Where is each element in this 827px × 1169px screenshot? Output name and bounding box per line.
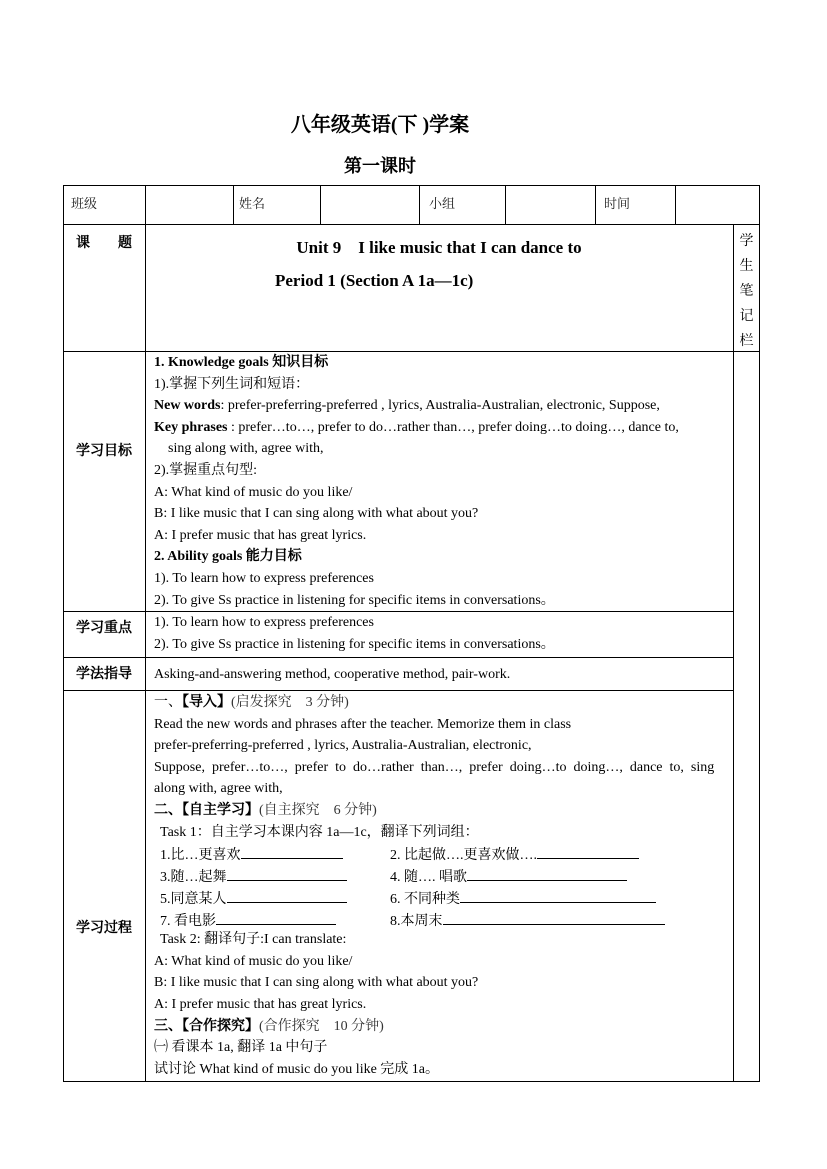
practice-sentence: B: I like music that I can sing along with what about you? bbox=[154, 975, 479, 991]
focus-label: 学习重点 bbox=[76, 621, 132, 636]
method-label: 学法指导 bbox=[76, 667, 132, 682]
notes-column-label bbox=[734, 229, 759, 354]
exercise-prompt: 1.比…更喜欢 bbox=[160, 848, 241, 864]
ability-goals-heading: 2. Ability goals 能力目标 bbox=[154, 549, 302, 565]
key-phrases-cont: sing along with, agree with, bbox=[168, 441, 324, 457]
key-phrases-label: Key phrases bbox=[154, 419, 228, 435]
section-1-line: prefer-preferring-preferred , lyrics, Australia-Australian, electronic, bbox=[154, 738, 532, 754]
answer-blank[interactable] bbox=[537, 844, 639, 859]
exercise-prompt: 4. 随…. 唱歌 bbox=[390, 870, 467, 886]
section-2-note: (自主探究 6 分钟) bbox=[259, 802, 377, 818]
section-1-heading bbox=[154, 692, 726, 714]
class-label: 班级 bbox=[71, 196, 98, 211]
exercise-item bbox=[160, 888, 347, 911]
exercise-prompt: 3.随…起舞 bbox=[160, 870, 227, 886]
knowledge-goals-heading: 1. Knowledge goals 知识目标 bbox=[154, 355, 329, 370]
sentence-intro: 2).掌握重点句型: bbox=[154, 462, 258, 478]
unit-title: Unit 9 I like music that I can dance to bbox=[296, 238, 582, 257]
answer-blank[interactable] bbox=[443, 910, 665, 925]
exercise-item bbox=[390, 888, 656, 911]
exercise-prompt: 7. 看电影 bbox=[160, 914, 216, 930]
section-3-title: 三、【合作探究】 bbox=[154, 1018, 259, 1034]
group-label: 小组 bbox=[429, 196, 456, 211]
section-1-line: Read the new words and phrases after the teacher. Memorize them in class bbox=[154, 716, 572, 732]
answer-blank[interactable] bbox=[241, 844, 343, 859]
table-rule bbox=[63, 224, 760, 225]
new-words-line bbox=[154, 395, 729, 417]
process-content bbox=[154, 692, 726, 1080]
answer-blank[interactable] bbox=[467, 866, 627, 881]
section-3-line: ㈠ 看课本 1a, 翻译 1a 中句子 bbox=[154, 1040, 328, 1056]
answer-blank[interactable] bbox=[227, 866, 347, 881]
key-sentence: B: I like music that I can sing along with what about you? bbox=[154, 506, 479, 522]
table-rule bbox=[505, 185, 506, 224]
answer-blank[interactable] bbox=[216, 910, 336, 925]
exercise-prompt: 5.同意某人 bbox=[160, 892, 227, 908]
key-phrases: : prefer…to…, prefer to do…rather than…, prefer doing…to doing…, dance to, bbox=[227, 419, 679, 435]
section-1-line: Suppose, prefer…to…, prefer to do…rather than…, prefer doing…to doing…, dance to, sing bbox=[154, 759, 715, 775]
table-border bbox=[759, 185, 760, 1082]
answer-blank[interactable] bbox=[460, 888, 656, 903]
focus-content bbox=[154, 612, 729, 655]
notes-char: 笔 bbox=[739, 284, 754, 299]
topic-label: 课 题 bbox=[76, 236, 132, 251]
exercise-block bbox=[154, 843, 726, 929]
process-label: 学习过程 bbox=[76, 921, 132, 936]
time-label: 时间 bbox=[604, 196, 631, 211]
table-rule bbox=[675, 185, 676, 224]
exercise-item bbox=[160, 910, 336, 933]
key-sentence: A: What kind of music do you like/ bbox=[154, 484, 353, 500]
table-border bbox=[63, 185, 760, 186]
table-rule bbox=[63, 657, 733, 658]
notes-char: 记 bbox=[739, 309, 754, 324]
section-3-heading bbox=[154, 1016, 726, 1038]
period-title: Period 1 (Section A 1a—1c) bbox=[275, 271, 474, 290]
exercise-prompt: 8.本周末 bbox=[390, 914, 443, 930]
vocab-intro: 1).掌握下列生词和短语： bbox=[154, 376, 310, 392]
table-border bbox=[63, 1081, 760, 1082]
key-phrases-line bbox=[154, 417, 729, 439]
task-2: Task 2: 翻译句子:I can translate: bbox=[160, 932, 347, 948]
page-title: 八年级英语(下 )学案 bbox=[290, 114, 470, 136]
section-2-title: 二、【自主学习】 bbox=[154, 802, 259, 818]
table-rule bbox=[233, 185, 234, 224]
section-1-note: (启发探究 3 分钟) bbox=[231, 695, 349, 710]
section-1-line: along with, agree with, bbox=[154, 781, 283, 797]
focus-item: 2). To give Ss practice in listening for specific items in conversations。 bbox=[154, 636, 555, 652]
section-3-note: (合作探究 10 分钟) bbox=[259, 1018, 384, 1034]
ability-item: 2). To give Ss practice in listening for specific items in conversations。 bbox=[154, 592, 555, 608]
new-words: : prefer-preferring-preferred , lyrics, Australia-Australian, electronic, Suppose, bbox=[220, 398, 660, 414]
key-sentence: A: I prefer music that has great lyrics. bbox=[154, 527, 367, 543]
table-rule bbox=[63, 690, 733, 691]
section-3-line: 试讨论 What kind of music do you like 完成 1a。 bbox=[154, 1061, 440, 1077]
practice-sentence: A: What kind of music do you like/ bbox=[154, 953, 353, 969]
exercise-item bbox=[390, 866, 627, 889]
exercise-item bbox=[390, 844, 639, 867]
new-words-label: New words bbox=[154, 398, 221, 414]
exercise-prompt: 2. 比起做….更喜欢做…. bbox=[390, 848, 537, 864]
name-label: 姓名 bbox=[239, 196, 266, 211]
goals-label: 学习目标 bbox=[76, 444, 132, 459]
practice-sentence: A: I prefer music that has great lyrics. bbox=[154, 996, 367, 1012]
notes-char: 生 bbox=[739, 259, 754, 274]
table-rule bbox=[145, 185, 146, 1082]
exercise-item bbox=[390, 910, 665, 933]
table-rule bbox=[419, 185, 420, 224]
table-rule bbox=[320, 185, 321, 224]
exercise-prompt: 6. 不同种类 bbox=[390, 892, 460, 908]
goals-content bbox=[154, 352, 729, 611]
answer-blank[interactable] bbox=[227, 888, 347, 903]
worksheet-table bbox=[63, 185, 760, 1082]
section-2-heading bbox=[154, 800, 726, 822]
task-1: Task 1：自主学习本课内容 1a—1c，翻译下列词组： bbox=[160, 824, 479, 840]
exercise-item bbox=[160, 866, 347, 889]
section-1-number: 一、 bbox=[154, 695, 182, 710]
section-1-title: 【导入】 bbox=[182, 695, 231, 710]
method-text: Asking-and-answering method, cooperative method, pair-work. bbox=[154, 667, 511, 682]
page-subtitle: 第一课时 bbox=[344, 156, 416, 176]
focus-item: 1). To learn how to express preferences bbox=[154, 615, 374, 630]
exercise-item bbox=[160, 844, 343, 867]
notes-char: 栏 bbox=[739, 334, 754, 349]
ability-item: 1). To learn how to express preferences bbox=[154, 570, 374, 586]
notes-char: 学 bbox=[739, 234, 754, 249]
table-rule bbox=[595, 185, 596, 224]
